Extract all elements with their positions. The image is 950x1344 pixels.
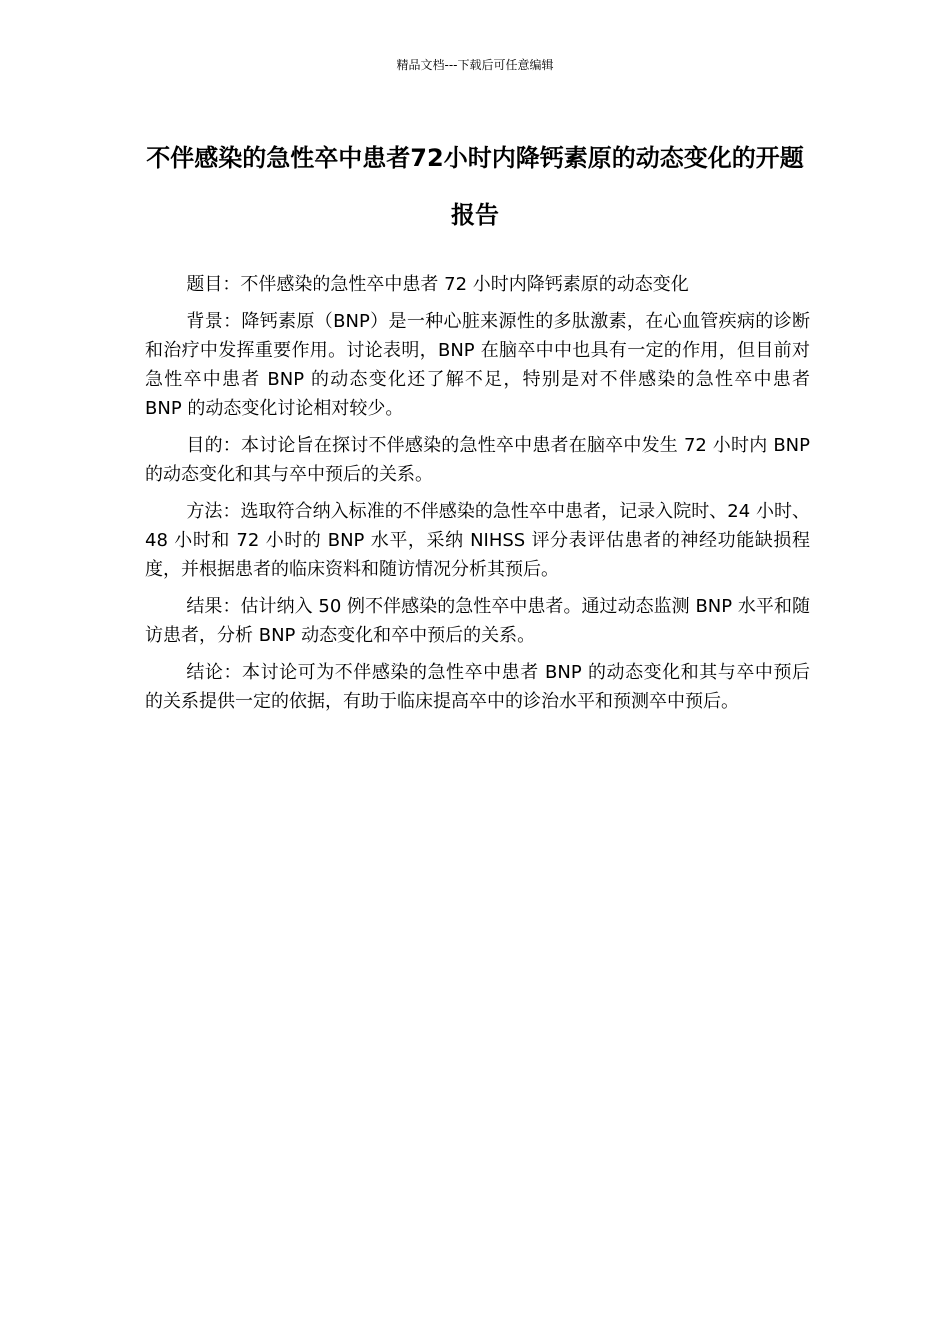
paragraph-methods: 方法：选取符合纳入标准的不伴感染的急性卒中患者，记录入院时、24 小时、48 小时和 72 小时的 BNP 水平，采纳 NIHSS 评分表评估患者的神经功能缺损程度，并根据患者的临床资料和随访情况分析其预后。: [145, 501, 810, 580]
paragraph-conclusion: 结论：本讨论可为不伴感染的急性卒中患者 BNP 的动态变化和其与卒中预后的关系提供一定的依据，有助于临床提高卒中的诊治水平和预测卒中预后。: [145, 662, 810, 712]
document-title: 不伴感染的急性卒中患者72小时内降钙素原的动态变化的开题报告: [146, 144, 804, 229]
paragraph-results: 结果：估计纳入 50 例不伴感染的急性卒中患者。通过动态监测 BNP 水平和随访患者，分析 BNP 动态变化和卒中预后的关系。: [145, 596, 810, 646]
header-note: 精品文档---下载后可任意编辑: [396, 58, 554, 72]
paragraph-background: 背景：降钙素原（BNP）是一种心脏来源性的多肽激素，在心血管疾病的诊断和治疗中发挥重要作用。讨论表明，BNP 在脑卒中中也具有一定的作用，但目前对急性卒中患者 BNP 的动态变化还了解不足，特别是对不伴感染的急性卒中患者 BNP 的动态变化讨论相对较少。: [145, 311, 810, 419]
document-body: [145, 270, 810, 724]
paragraph-topic: 题目：不伴感染的急性卒中患者 72 小时内降钙素原的动态变化: [186, 274, 689, 295]
paragraph-objective: 目的：本讨论旨在探讨不伴感染的急性卒中患者在脑卒中发生 72 小时内 BNP 的动态变化和其与卒中预后的关系。: [145, 435, 810, 485]
